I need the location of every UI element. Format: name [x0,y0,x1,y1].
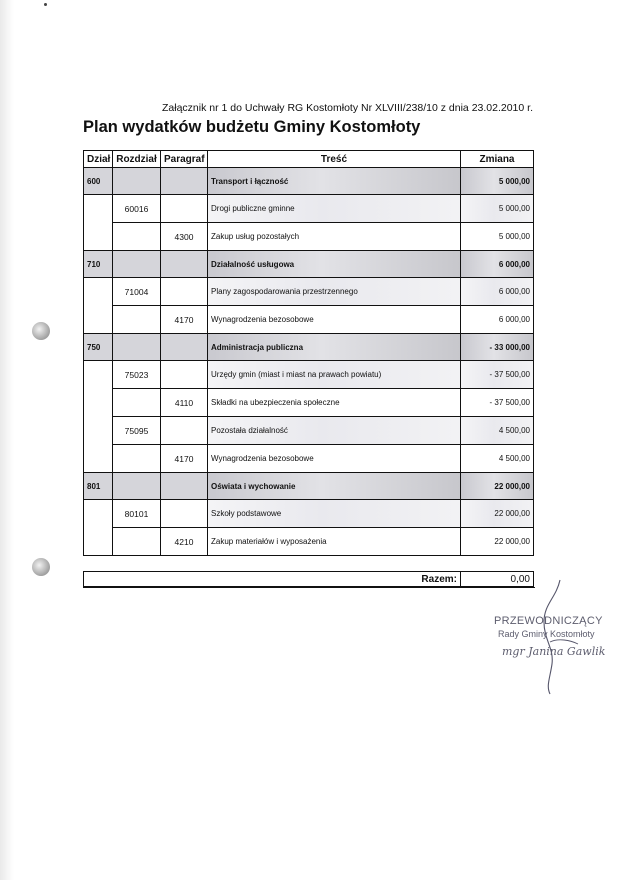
cell-tresc: Wynagrodzenia bezosobowe [208,445,461,473]
cell-zmiana: 4 500,00 [461,417,534,445]
cell-dzial [84,278,113,306]
total-table [83,571,534,587]
cell-dzial [84,528,113,556]
table-header-row [84,151,534,168]
cell-paragraf: 4170 [161,306,208,334]
table-row [84,251,534,278]
punch-hole-top [32,322,50,340]
cell-dzial: 710 [84,251,113,278]
cell-tresc: Administracja publiczna [208,334,461,361]
table-row [84,500,534,528]
cell-rozdzial: 71004 [113,278,161,306]
column-header-tresc: Treść [208,151,461,168]
stamp-signatory: mgr Janina Gawlik [502,645,606,658]
table-row [84,361,534,389]
total-label: Razem: [84,572,461,587]
column-header-paragraf: Paragraf [161,151,208,168]
cell-rozdzial [113,445,161,473]
cell-paragraf [161,473,208,500]
cell-paragraf [161,195,208,223]
table-row [84,445,534,473]
cell-zmiana: 5 000,00 [461,195,534,223]
cell-tresc: Zakup usług pozostałych [208,223,461,251]
cell-rozdzial [113,389,161,417]
table-row [84,528,534,556]
cell-rozdzial: 60016 [113,195,161,223]
cell-tresc: Urzędy gmin (miast i miast na prawach powiatu) [208,361,461,389]
column-header-dzial: Dział [84,151,113,168]
cell-rozdzial: 80101 [113,500,161,528]
total-row [84,572,534,587]
table-row [84,168,534,195]
cell-dzial: 600 [84,168,113,195]
cell-rozdzial [113,168,161,195]
scan-page-edge [0,0,14,880]
cell-zmiana: 6 000,00 [461,306,534,334]
stamp-council: Rady Gminy Kostomłoty [498,629,595,639]
total-underline [83,587,535,588]
cell-tresc: Szkoły podstawowe [208,500,461,528]
cell-zmiana: - 37 500,00 [461,361,534,389]
cell-zmiana: 6 000,00 [461,251,534,278]
cell-tresc: Pozostała działalność [208,417,461,445]
cell-tresc: Plany zagospodarowania przestrzennego [208,278,461,306]
cell-tresc: Oświata i wychowanie [208,473,461,500]
budget-table [83,150,534,556]
cell-dzial [84,306,113,334]
cell-paragraf: 4170 [161,445,208,473]
cell-paragraf: 4300 [161,223,208,251]
cell-dzial [84,500,113,528]
cell-zmiana: - 33 000,00 [461,334,534,361]
cell-dzial [84,445,113,473]
cell-dzial [84,417,113,445]
cell-paragraf: 4210 [161,528,208,556]
table-row [84,195,534,223]
cell-rozdzial [113,251,161,278]
cell-dzial: 801 [84,473,113,500]
table-row [84,473,534,500]
cell-zmiana: 22 000,00 [461,528,534,556]
cell-tresc: Zakup materiałów i wyposażenia [208,528,461,556]
cell-paragraf [161,500,208,528]
table-row [84,417,534,445]
column-header-rozdzial: Rozdział [113,151,161,168]
cell-rozdzial [113,473,161,500]
cell-paragraf [161,417,208,445]
cell-rozdzial [113,528,161,556]
cell-tresc: Drogi publiczne gminne [208,195,461,223]
cell-rozdzial [113,334,161,361]
cell-tresc: Działalność usługowa [208,251,461,278]
cell-paragraf [161,361,208,389]
table-row [84,306,534,334]
cell-zmiana: 5 000,00 [461,168,534,195]
cell-zmiana: 6 000,00 [461,278,534,306]
document-title: Plan wydatków budżetu Gminy Kostomłoty [83,118,421,136]
stamp-title: PRZEWODNICZĄCY [494,615,603,627]
cell-tresc: Transport i łączność [208,168,461,195]
cell-rozdzial [113,306,161,334]
cell-paragraf [161,251,208,278]
cell-rozdzial: 75095 [113,417,161,445]
cell-dzial [84,361,113,389]
punch-hole-bottom [32,558,50,576]
cell-tresc: Składki na ubezpieczenia społeczne [208,389,461,417]
table-row [84,389,534,417]
cell-dzial [84,223,113,251]
cell-dzial [84,389,113,417]
table-row [84,223,534,251]
cell-rozdzial: 75023 [113,361,161,389]
cell-dzial: 750 [84,334,113,361]
cell-tresc: Wynagrodzenia bezosobowe [208,306,461,334]
column-header-zmiana: Zmiana [461,151,534,168]
scan-speck [44,3,47,6]
cell-paragraf [161,168,208,195]
cell-paragraf [161,278,208,306]
cell-zmiana: 22 000,00 [461,473,534,500]
attachment-reference: Załącznik nr 1 do Uchwały RG Kostomłoty Nr XLVIII/238/10 z dnia 23.02.2010 r. [162,102,533,114]
table-row [84,278,534,306]
cell-rozdzial [113,223,161,251]
cell-paragraf: 4110 [161,389,208,417]
cell-zmiana: 22 000,00 [461,500,534,528]
table-row [84,334,534,361]
cell-zmiana: 5 000,00 [461,223,534,251]
cell-paragraf [161,334,208,361]
total-value: 0,00 [461,572,534,587]
cell-zmiana: 4 500,00 [461,445,534,473]
cell-dzial [84,195,113,223]
cell-zmiana: - 37 500,00 [461,389,534,417]
